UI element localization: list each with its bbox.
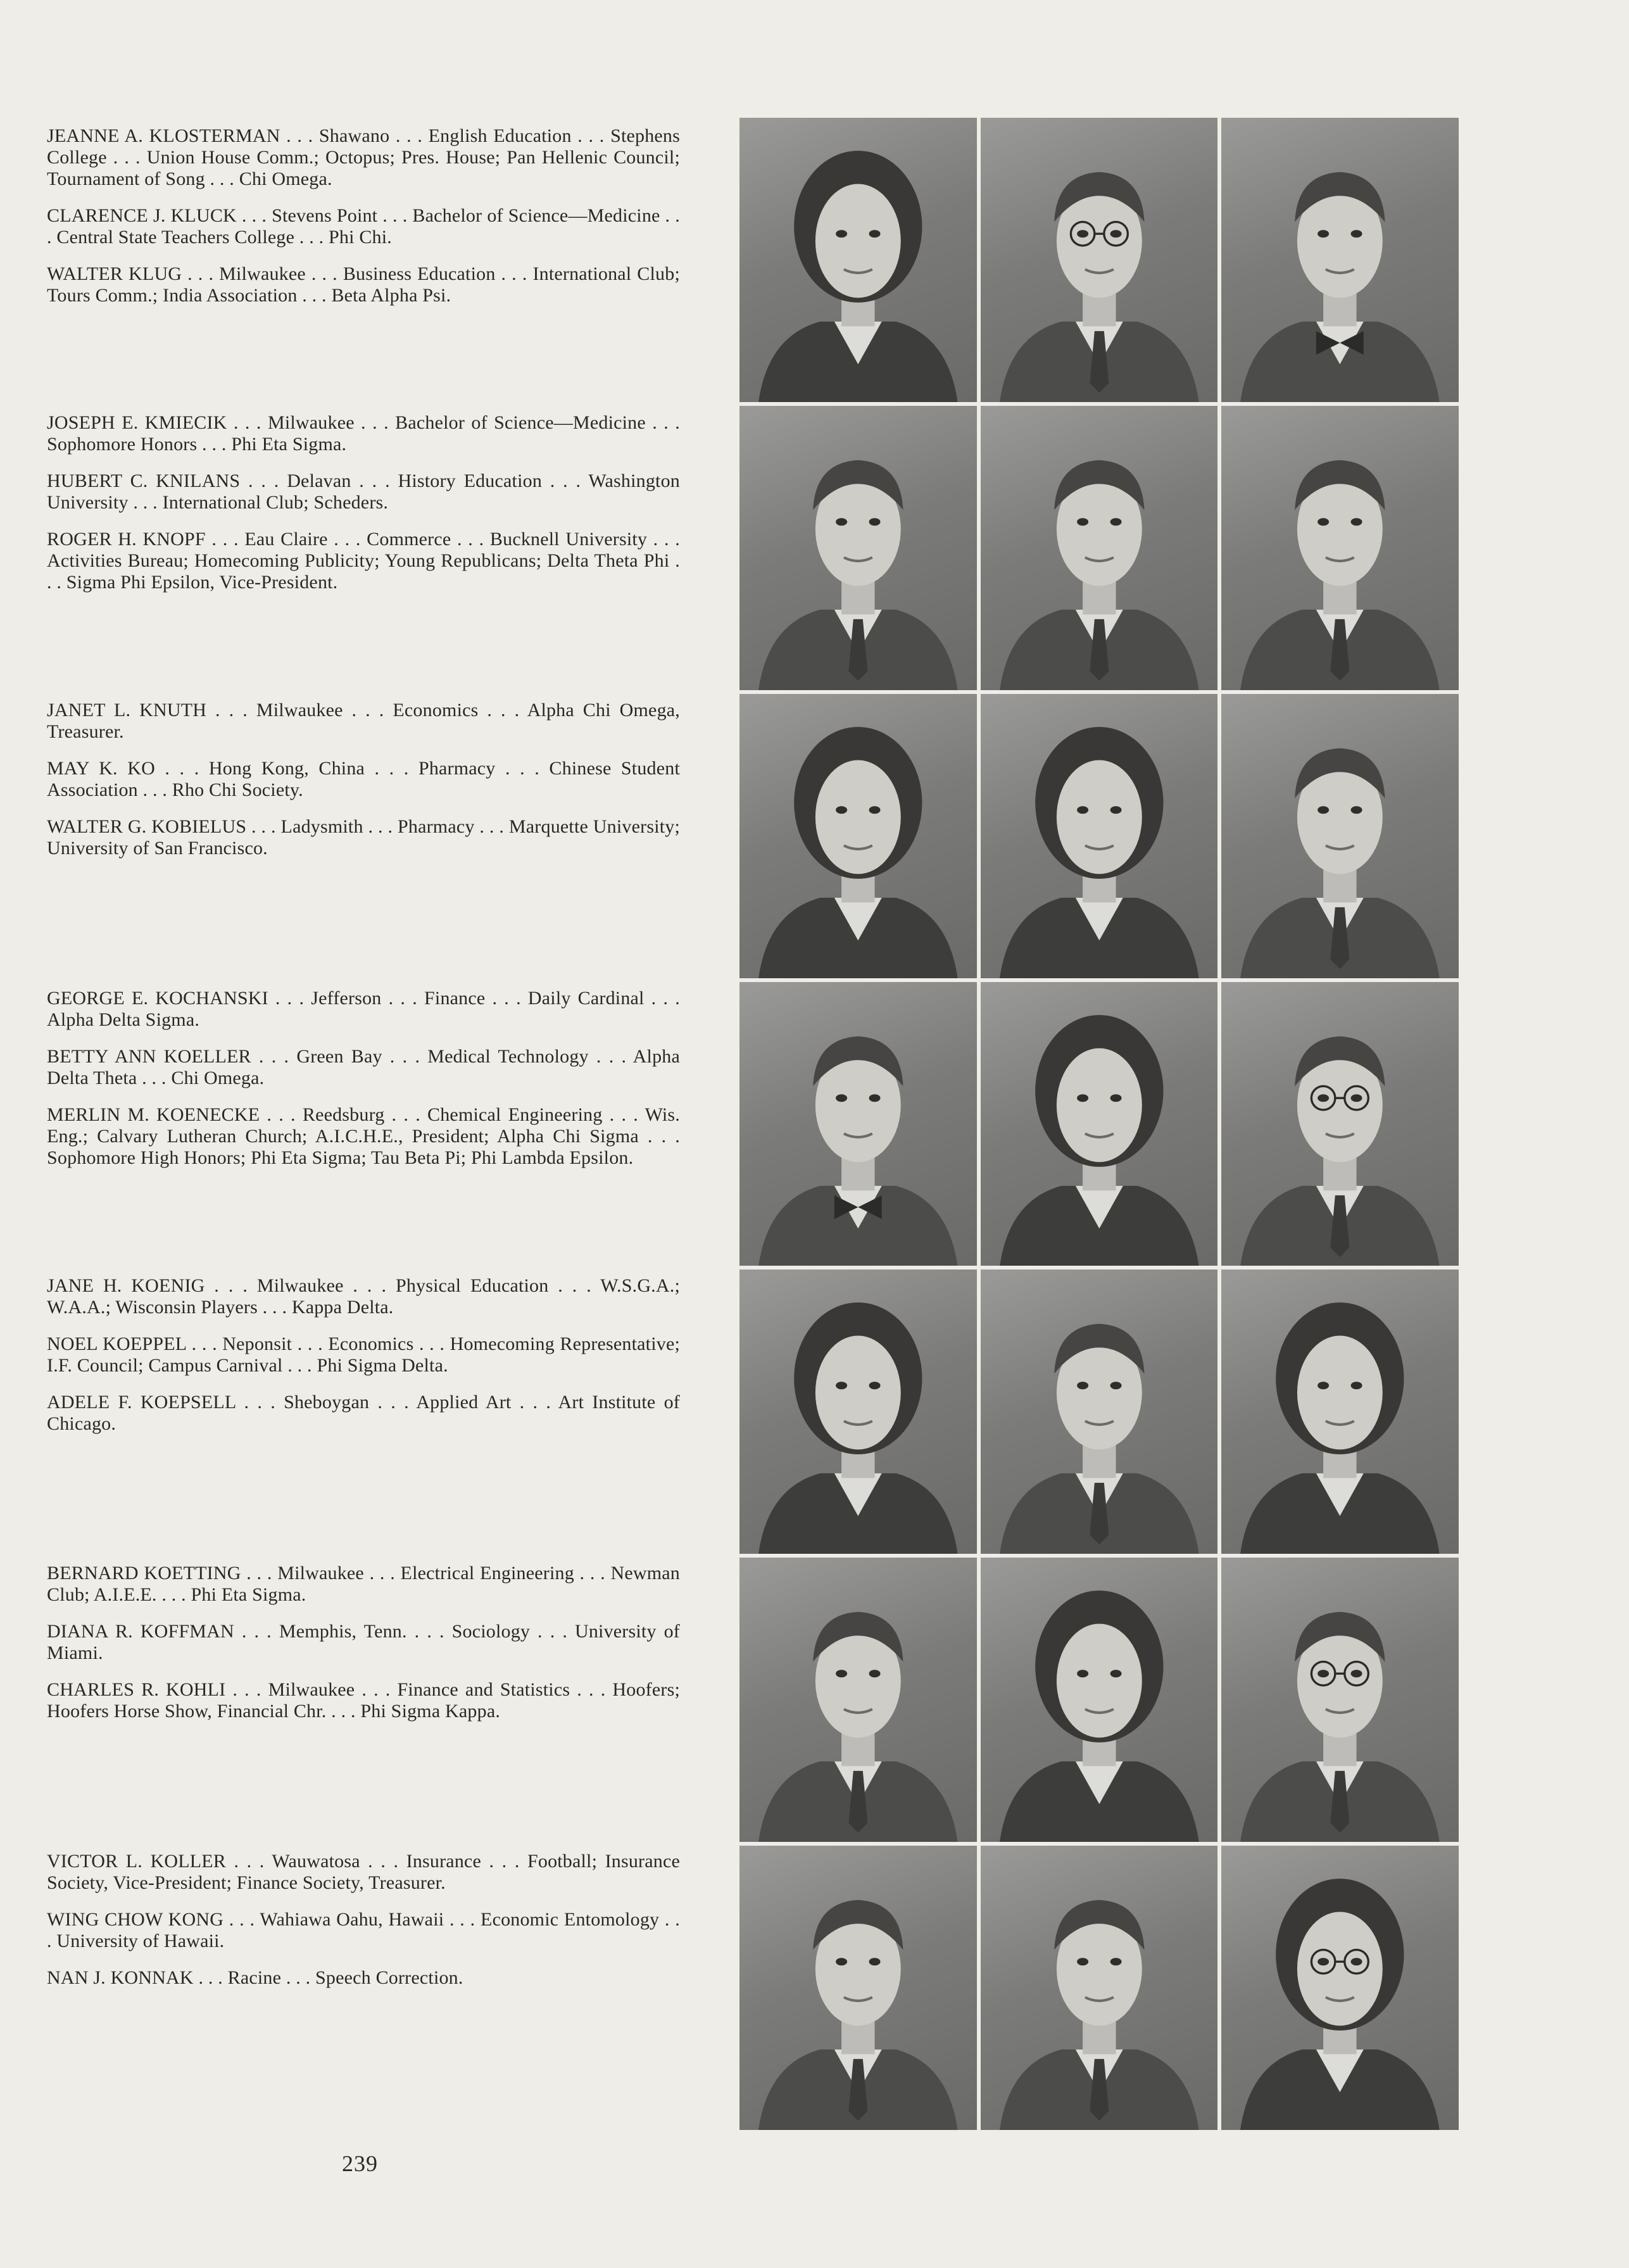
biography-group xyxy=(47,412,680,608)
biography-entry: BERNARD KOETTING . . . Milwaukee . . . Electrical Engineering . . . Newman Club; A.I.E.E. . . . Phi Eta Sigma. xyxy=(47,1563,680,1605)
biography-entry: VICTOR L. KOLLER . . . Wauwatosa . . . Insurance . . . Football; Insurance Society, Vice-President; Finance Society, Treasurer. xyxy=(47,1851,680,1893)
portrait-photo xyxy=(1221,1269,1459,1554)
biography-entry: MAY K. KO . . . Hong Kong, China . . . Pharmacy . . . Chinese Student Association . . . Rho Chi Society. xyxy=(47,758,680,800)
portrait-photo xyxy=(981,694,1218,978)
biography-entry: DIANA R. KOFFMAN . . . Memphis, Tenn. . . . Sociology . . . University of Miami. xyxy=(47,1621,680,1663)
portrait-grid xyxy=(739,118,1459,2130)
portrait-photo xyxy=(1221,982,1459,1266)
biography-entry: CHARLES R. KOHLI . . . Milwaukee . . . Finance and Statistics . . . Hoofers; Hoofers Horse Show, Financial Chr. . . . Phi Sigma Kappa. xyxy=(47,1679,680,1722)
portrait-photo xyxy=(739,1269,977,1554)
biography-entry: ADELE F. KOEPSELL . . . Sheboygan . . . Applied Art . . . Art Institute of Chicago. xyxy=(47,1392,680,1434)
portrait-photo xyxy=(739,118,977,402)
portrait-photo xyxy=(981,982,1218,1266)
biography-entry: WALTER KLUG . . . Milwaukee . . . Business Education . . . International Club; Tours Comm.; India Association . . . Beta Alpha Psi. xyxy=(47,263,680,306)
biography-entry: WING CHOW KONG . . . Wahiawa Oahu, Hawaii . . . Economic Entomology . . . University of Hawaii. xyxy=(47,1909,680,1951)
portrait-photo xyxy=(981,118,1218,402)
portrait-photo xyxy=(1221,1558,1459,1842)
portrait-photo xyxy=(981,406,1218,690)
portrait-photo xyxy=(739,982,977,1266)
portrait-photo xyxy=(981,1846,1218,2130)
biography-entry: GEORGE E. KOCHANSKI . . . Jefferson . . . Finance . . . Daily Cardinal . . . Alpha Delta Sigma. xyxy=(47,988,680,1030)
biography-entry: WALTER G. KOBIELUS . . . Ladysmith . . . Pharmacy . . . Marquette University; University of San Francisco. xyxy=(47,816,680,859)
biography-entry: JEANNE A. KLOSTERMAN . . . Shawano . . . English Education . . . Stephens College . . . Union House Comm.; Octopus; Pres. House; Pan Hellenic Council; Tournament of Song . . . Chi Omega. xyxy=(47,125,680,189)
page-number: 239 xyxy=(342,2151,378,2176)
biography-entry: NAN J. KONNAK . . . Racine . . . Speech Correction. xyxy=(47,1967,463,1988)
portrait-photo xyxy=(739,694,977,978)
portrait-photo xyxy=(1221,1846,1459,2130)
biography-group xyxy=(47,1851,680,2004)
biography-entry: CLARENCE J. KLUCK . . . Stevens Point . . . Bachelor of Science—Medicine . . . Central State Teachers College . . . Phi Chi. xyxy=(47,205,680,248)
biography-group xyxy=(47,125,680,322)
portrait-photo xyxy=(981,1269,1218,1554)
biography-group xyxy=(47,700,680,874)
biography-entry: NOEL KOEPPEL . . . Neponsit . . . Economics . . . Homecoming Representative; I.F. Council; Campus Carnival . . . Phi Sigma Delta. xyxy=(47,1333,680,1376)
biography-entry: JANET L. KNUTH . . . Milwaukee . . . Economics . . . Alpha Chi Omega, Treasurer. xyxy=(47,700,680,742)
biography-entry: JANE H. KOENIG . . . Milwaukee . . . Physical Education . . . W.S.G.A.; W.A.A.; Wisconsin Players . . . Kappa Delta. xyxy=(47,1275,680,1318)
portrait-photo xyxy=(739,1558,977,1842)
portrait-photo xyxy=(739,1846,977,2130)
portrait-photo xyxy=(1221,118,1459,402)
portrait-photo xyxy=(981,1558,1218,1842)
portrait-photo xyxy=(739,406,977,690)
biography-entry: JOSEPH E. KMIECIK . . . Milwaukee . . . Bachelor of Science—Medicine . . . Sophomore Honors . . . Phi Eta Sigma. xyxy=(47,412,680,455)
biography-group xyxy=(47,1275,680,1450)
portrait-photo xyxy=(1221,694,1459,978)
biography-group xyxy=(47,988,680,1184)
biography-entry: HUBERT C. KNILANS . . . Delavan . . . History Education . . . Washington University . . . International Club; Scheders. xyxy=(47,470,680,513)
biography-entry: BETTY ANN KOELLER . . . Green Bay . . . Medical Technology . . . Alpha Delta Theta . . . Chi Omega. xyxy=(47,1046,680,1088)
biography-group xyxy=(47,1563,680,1737)
portrait-photo xyxy=(1221,406,1459,690)
biography-entry: ROGER H. KNOPF . . . Eau Claire . . . Commerce . . . Bucknell University . . . Activities Bureau; Homecoming Publicity; Young Republicans; Delta Theta Phi . . . Sigma Phi Epsilon, Vice-President. xyxy=(47,529,680,593)
biography-entry: MERLIN M. KOENECKE . . . Reedsburg . . . Chemical Engineering . . . Wis. Eng.; Calvary Lutheran Church; A.I.C.H.E., President; Alpha Chi Sigma . . . Sophomore High Honors; Phi Eta Sigma; Tau Beta Pi; Phi Lambda Epsilon. xyxy=(47,1104,680,1168)
